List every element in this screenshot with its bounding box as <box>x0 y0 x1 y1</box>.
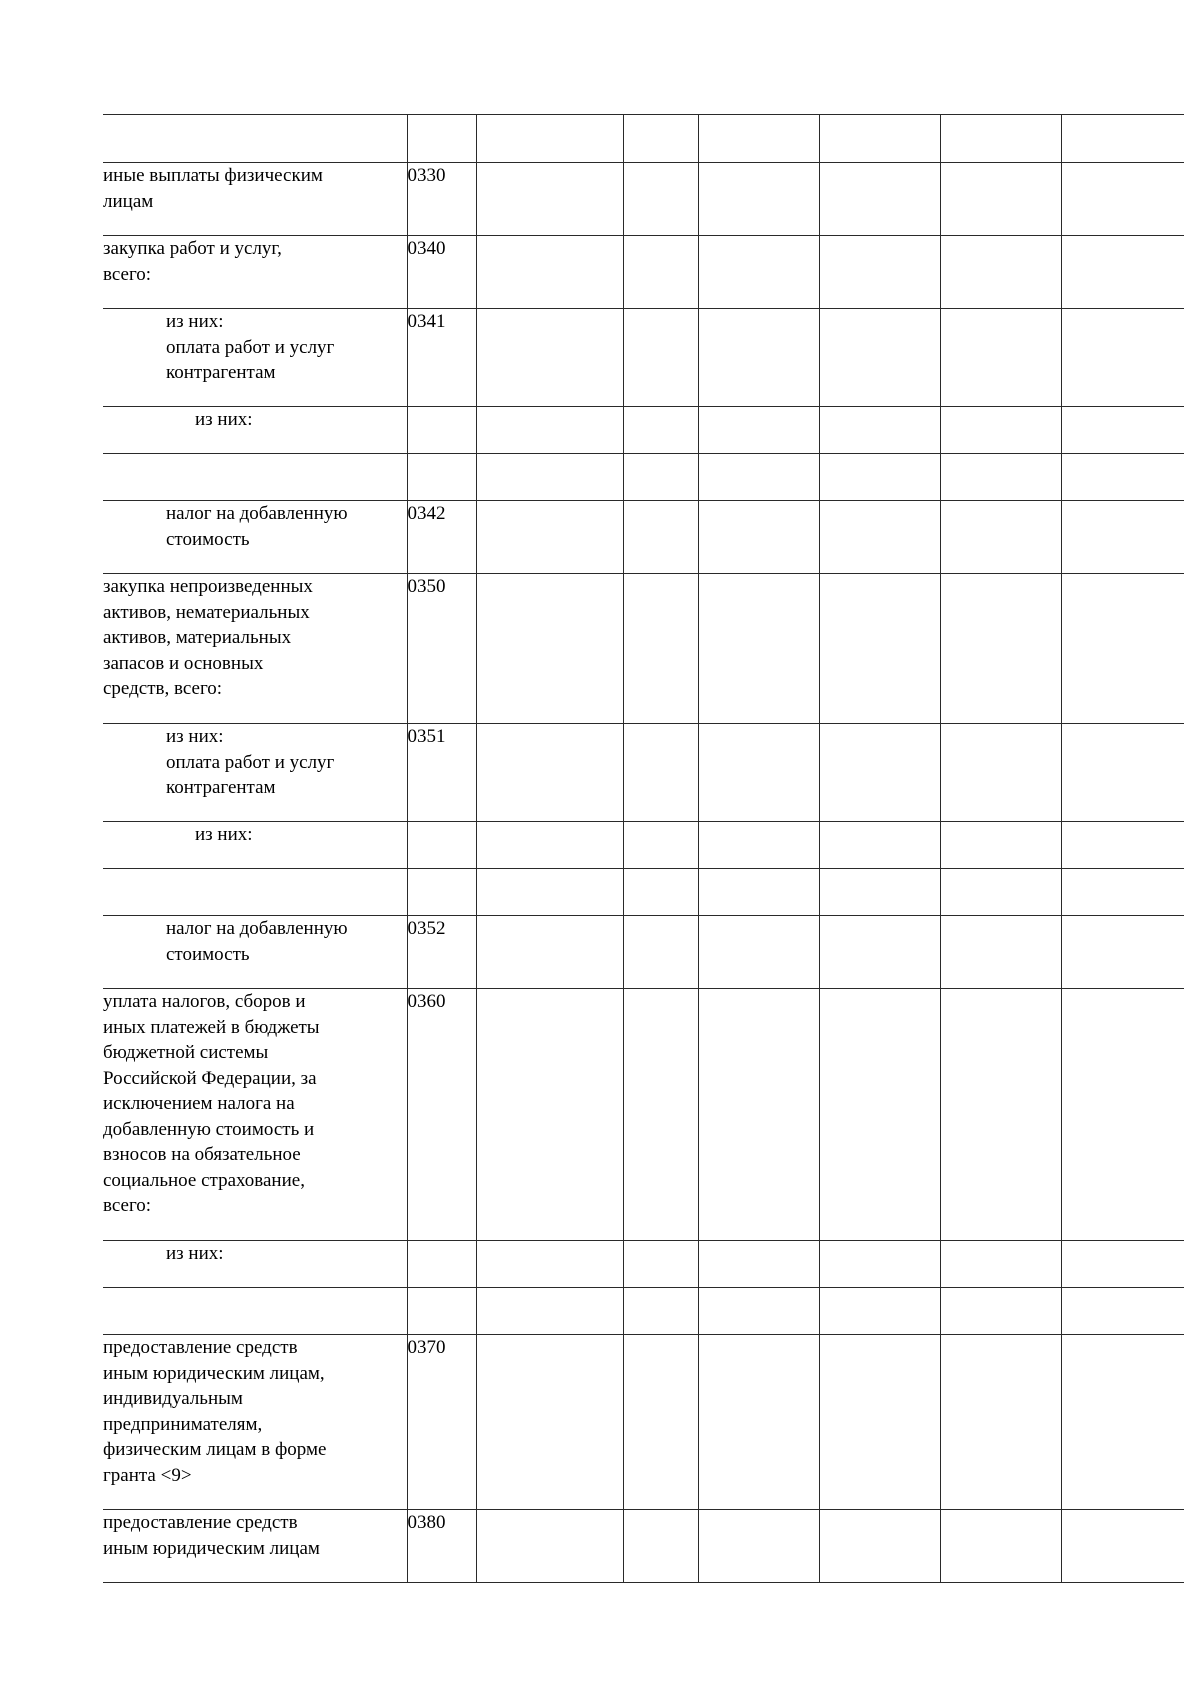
value-cell <box>819 407 940 454</box>
value-cell <box>476 309 623 407</box>
value-cell <box>819 163 940 236</box>
table-row <box>103 309 1184 407</box>
value-cell <box>623 574 698 724</box>
row-code <box>407 822 476 869</box>
value-cell <box>940 1288 1061 1335</box>
value-cell <box>623 407 698 454</box>
table-row <box>103 724 1184 822</box>
value-cell <box>698 822 819 869</box>
value-cell <box>476 724 623 822</box>
row-label: из них: оплата работ и услуг контрагентам <box>103 309 407 407</box>
row-code <box>407 869 476 916</box>
value-cell <box>476 1510 623 1583</box>
table-body <box>103 115 1184 1583</box>
value-cell <box>698 236 819 309</box>
value-cell <box>1061 454 1184 501</box>
value-cell <box>1061 574 1184 724</box>
value-cell <box>940 1241 1061 1288</box>
table-row <box>103 236 1184 309</box>
row-label: уплата налогов, сборов и иных платежей в бюджеты бюджетной системы Российской Федерации, за исключением налога на добавленную стоимость и взносов на обязательное социальное страхование, всего: <box>103 989 407 1241</box>
value-cell <box>1061 1241 1184 1288</box>
value-cell <box>698 309 819 407</box>
table-row <box>103 822 1184 869</box>
row-label: налог на добавленную стоимость <box>103 916 407 989</box>
value-cell <box>623 115 698 163</box>
value-cell <box>1061 115 1184 163</box>
value-cell <box>940 724 1061 822</box>
table-row <box>103 1288 1184 1335</box>
value-cell <box>698 1288 819 1335</box>
value-cell <box>623 1241 698 1288</box>
value-cell <box>940 309 1061 407</box>
row-label: из них: <box>103 822 407 869</box>
value-cell <box>940 236 1061 309</box>
value-cell <box>623 869 698 916</box>
row-code <box>407 454 476 501</box>
value-cell <box>698 1335 819 1510</box>
row-label: предоставление средств иным юридическим лицам, индивидуальным предпринимателям, физическим лицам в форме гранта <9> <box>103 1335 407 1510</box>
value-cell <box>698 1241 819 1288</box>
value-cell <box>940 501 1061 574</box>
row-label: из них: оплата работ и услуг контрагентам <box>103 724 407 822</box>
value-cell <box>476 822 623 869</box>
value-cell <box>476 1288 623 1335</box>
value-cell <box>623 724 698 822</box>
value-cell <box>940 822 1061 869</box>
value-cell <box>819 989 940 1241</box>
row-code: 0330 <box>407 163 476 236</box>
row-code: 0352 <box>407 916 476 989</box>
value-cell <box>698 454 819 501</box>
row-label: предоставление средств иным юридическим лицам <box>103 1510 407 1583</box>
table-row <box>103 454 1184 501</box>
value-cell <box>623 989 698 1241</box>
value-cell <box>623 236 698 309</box>
value-cell <box>819 1241 940 1288</box>
value-cell <box>940 1510 1061 1583</box>
value-cell <box>940 407 1061 454</box>
financial-form-table <box>103 114 1184 1583</box>
value-cell <box>1061 916 1184 989</box>
value-cell <box>698 574 819 724</box>
value-cell <box>819 1288 940 1335</box>
row-code <box>407 1241 476 1288</box>
value-cell <box>819 916 940 989</box>
value-cell <box>819 822 940 869</box>
value-cell <box>476 869 623 916</box>
value-cell <box>698 989 819 1241</box>
value-cell <box>1061 724 1184 822</box>
value-cell <box>623 309 698 407</box>
value-cell <box>1061 501 1184 574</box>
value-cell <box>476 1335 623 1510</box>
value-cell <box>623 1510 698 1583</box>
value-cell <box>698 916 819 989</box>
value-cell <box>698 407 819 454</box>
value-cell <box>940 916 1061 989</box>
row-label: из них: <box>103 407 407 454</box>
table-row <box>103 1241 1184 1288</box>
table-row <box>103 916 1184 989</box>
value-cell <box>819 724 940 822</box>
value-cell <box>819 574 940 724</box>
value-cell <box>819 1335 940 1510</box>
value-cell <box>698 163 819 236</box>
row-label <box>103 115 407 163</box>
row-label: налог на добавленную стоимость <box>103 501 407 574</box>
value-cell <box>819 236 940 309</box>
value-cell <box>476 407 623 454</box>
value-cell <box>698 869 819 916</box>
row-label: закупка работ и услуг, всего: <box>103 236 407 309</box>
row-code: 0350 <box>407 574 476 724</box>
row-code: 0341 <box>407 309 476 407</box>
value-cell <box>476 501 623 574</box>
value-cell <box>1061 989 1184 1241</box>
value-cell <box>623 163 698 236</box>
value-cell <box>1061 407 1184 454</box>
value-cell <box>623 1288 698 1335</box>
value-cell <box>940 574 1061 724</box>
value-cell <box>698 115 819 163</box>
value-cell <box>623 822 698 869</box>
table-row <box>103 989 1184 1241</box>
value-cell <box>819 1510 940 1583</box>
row-code <box>407 115 476 163</box>
value-cell <box>476 163 623 236</box>
row-code <box>407 1288 476 1335</box>
row-label: из них: <box>103 1241 407 1288</box>
value-cell <box>1061 1288 1184 1335</box>
value-cell <box>1061 869 1184 916</box>
value-cell <box>476 454 623 501</box>
value-cell <box>819 115 940 163</box>
row-code <box>407 407 476 454</box>
row-code: 0380 <box>407 1510 476 1583</box>
value-cell <box>476 916 623 989</box>
value-cell <box>623 501 698 574</box>
value-cell <box>1061 822 1184 869</box>
value-cell <box>623 1335 698 1510</box>
value-cell <box>476 574 623 724</box>
value-cell <box>819 501 940 574</box>
table-row <box>103 115 1184 163</box>
value-cell <box>623 454 698 501</box>
value-cell <box>698 1510 819 1583</box>
table-row <box>103 574 1184 724</box>
value-cell <box>1061 309 1184 407</box>
value-cell <box>940 115 1061 163</box>
row-label <box>103 454 407 501</box>
table-row <box>103 407 1184 454</box>
value-cell <box>476 115 623 163</box>
row-code: 0351 <box>407 724 476 822</box>
value-cell <box>1061 236 1184 309</box>
value-cell <box>1061 1335 1184 1510</box>
table-row <box>103 1335 1184 1510</box>
row-label: иные выплаты физическим лицам <box>103 163 407 236</box>
value-cell <box>819 869 940 916</box>
value-cell <box>940 869 1061 916</box>
value-cell <box>940 989 1061 1241</box>
value-cell <box>476 1241 623 1288</box>
value-cell <box>819 454 940 501</box>
row-label <box>103 1288 407 1335</box>
value-cell <box>1061 163 1184 236</box>
row-code: 0340 <box>407 236 476 309</box>
value-cell <box>698 501 819 574</box>
table-row <box>103 501 1184 574</box>
value-cell <box>940 163 1061 236</box>
value-cell <box>476 236 623 309</box>
value-cell <box>476 989 623 1241</box>
table-row <box>103 1510 1184 1583</box>
row-code: 0342 <box>407 501 476 574</box>
table-row <box>103 869 1184 916</box>
row-label <box>103 869 407 916</box>
value-cell <box>698 724 819 822</box>
value-cell <box>940 1335 1061 1510</box>
row-label: закупка непроизведенных активов, нематериальных активов, материальных запасов и основных средств, всего: <box>103 574 407 724</box>
row-code: 0360 <box>407 989 476 1241</box>
value-cell <box>819 309 940 407</box>
row-code: 0370 <box>407 1335 476 1510</box>
table-row <box>103 163 1184 236</box>
value-cell <box>1061 1510 1184 1583</box>
value-cell <box>623 916 698 989</box>
value-cell <box>940 454 1061 501</box>
